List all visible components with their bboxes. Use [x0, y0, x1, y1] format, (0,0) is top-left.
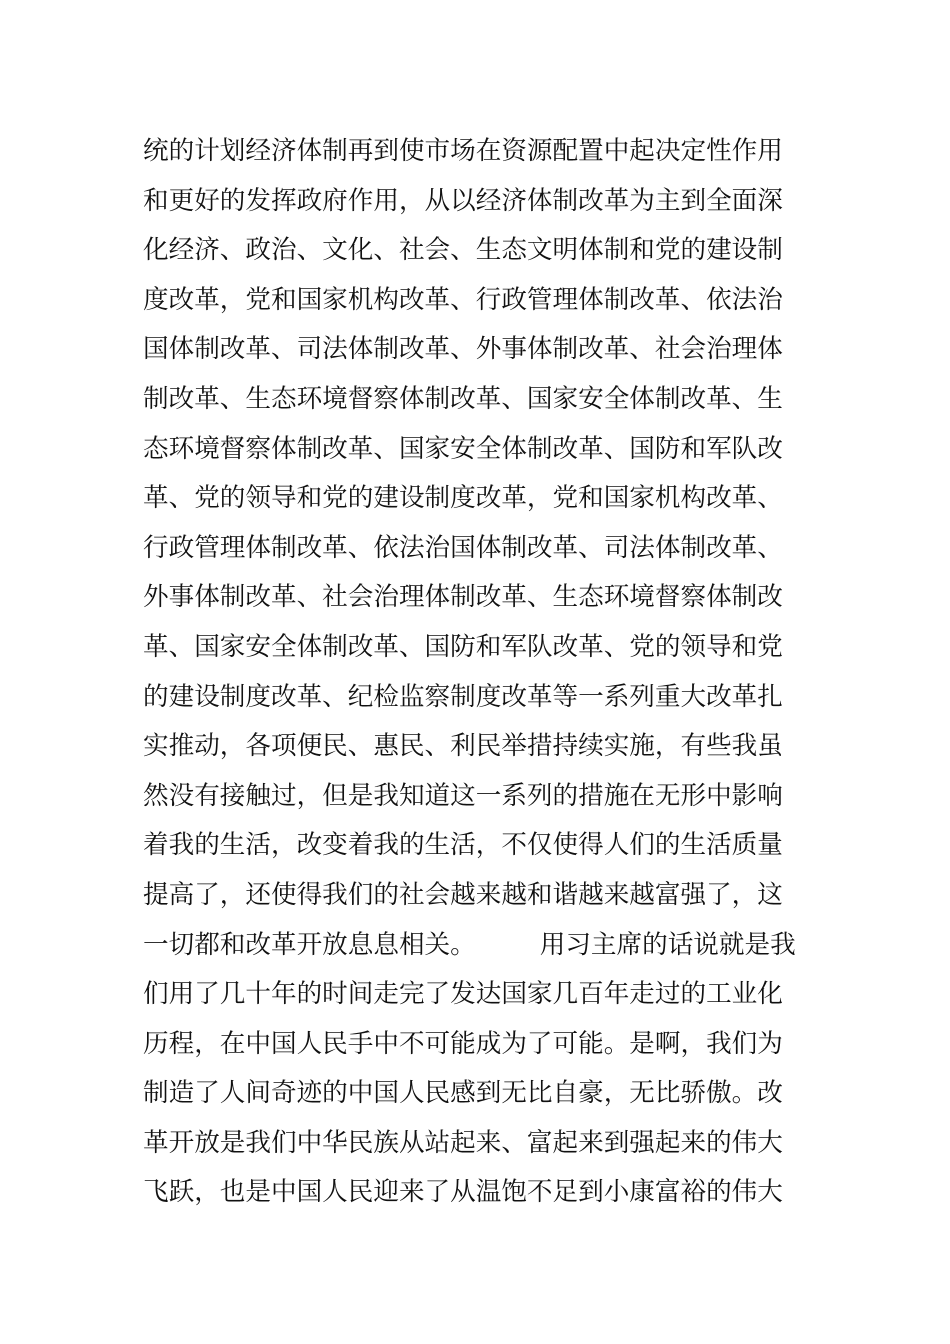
text-line-7: 态环境督察体制改革、国家安全体制改革、国防和军队改	[143, 433, 783, 464]
text-line-9: 行政管理体制改革、依法治国体制改革、司法体制改革、	[143, 532, 783, 563]
text-line-15: 着我的生活，改变着我的生活，不仅使得人们的生活质量	[143, 830, 783, 861]
text-line-3: 化经济、政治、文化、社会、生态文明体制和党的建设制	[143, 235, 783, 266]
text-line-8: 革、党的领导和党的建设制度改革，党和国家机构改革、	[143, 483, 783, 514]
text-line-14: 然没有接触过，但是我知道这一系列的措施在无形中影响	[143, 780, 783, 811]
text-line-13: 实推动，各项便民、惠民、利民举措持续实施，有些我虽	[143, 731, 783, 762]
text-line-21: 革开放是我们中华民族从站起来、富起来到强起来的伟大	[143, 1127, 783, 1158]
text-line-6: 制改革、生态环境督察体制改革、国家安全体制改革、生	[143, 383, 783, 414]
text-line-2: 和更好的发挥政府作用，从以经济体制改革为主到全面深	[143, 185, 783, 216]
text-line-22: 飞跃，也是中国人民迎来了从温饱不足到小康富裕的伟大	[143, 1177, 783, 1208]
text-line-12: 的建设制度改革、纪检监察制度改革等一系列重大改革扎	[143, 681, 783, 712]
text-line-16: 提高了，还使得我们的社会越来越和谐越来越富强了，这	[143, 879, 783, 910]
text-line-17	[143, 921, 823, 971]
text-line-19: 历程，在中国人民手中不可能成为了可能。是啊，我们为	[143, 1028, 783, 1059]
paragraph-start-text: 用习主席的话说就是我	[539, 929, 796, 960]
text-line-5: 国体制改革、司法体制改革、外事体制改革、社会治理体	[143, 334, 783, 365]
text-line-10: 外事体制改革、社会治理体制改革、生态环境督察体制改	[143, 582, 783, 613]
text-line-11: 革、国家安全体制改革、国防和军队改革、党的领导和党	[143, 631, 783, 662]
paragraph-end-text: 一切都和改革开放息息相关。	[143, 929, 476, 960]
body-text	[143, 127, 823, 1218]
text-line-18: 们用了几十年的时间走完了发达国家几百年走过的工业化	[143, 979, 783, 1010]
text-line-20: 制造了人间奇迹的中国人民感到无比自豪，无比骄傲。改	[143, 1078, 783, 1109]
text-line-1: 统的计划经济体制再到使市场在资源配置中起决定性作用	[143, 136, 783, 166]
text-line-4: 度改革，党和国家机构改革、行政管理体制改革、依法治	[143, 284, 783, 315]
